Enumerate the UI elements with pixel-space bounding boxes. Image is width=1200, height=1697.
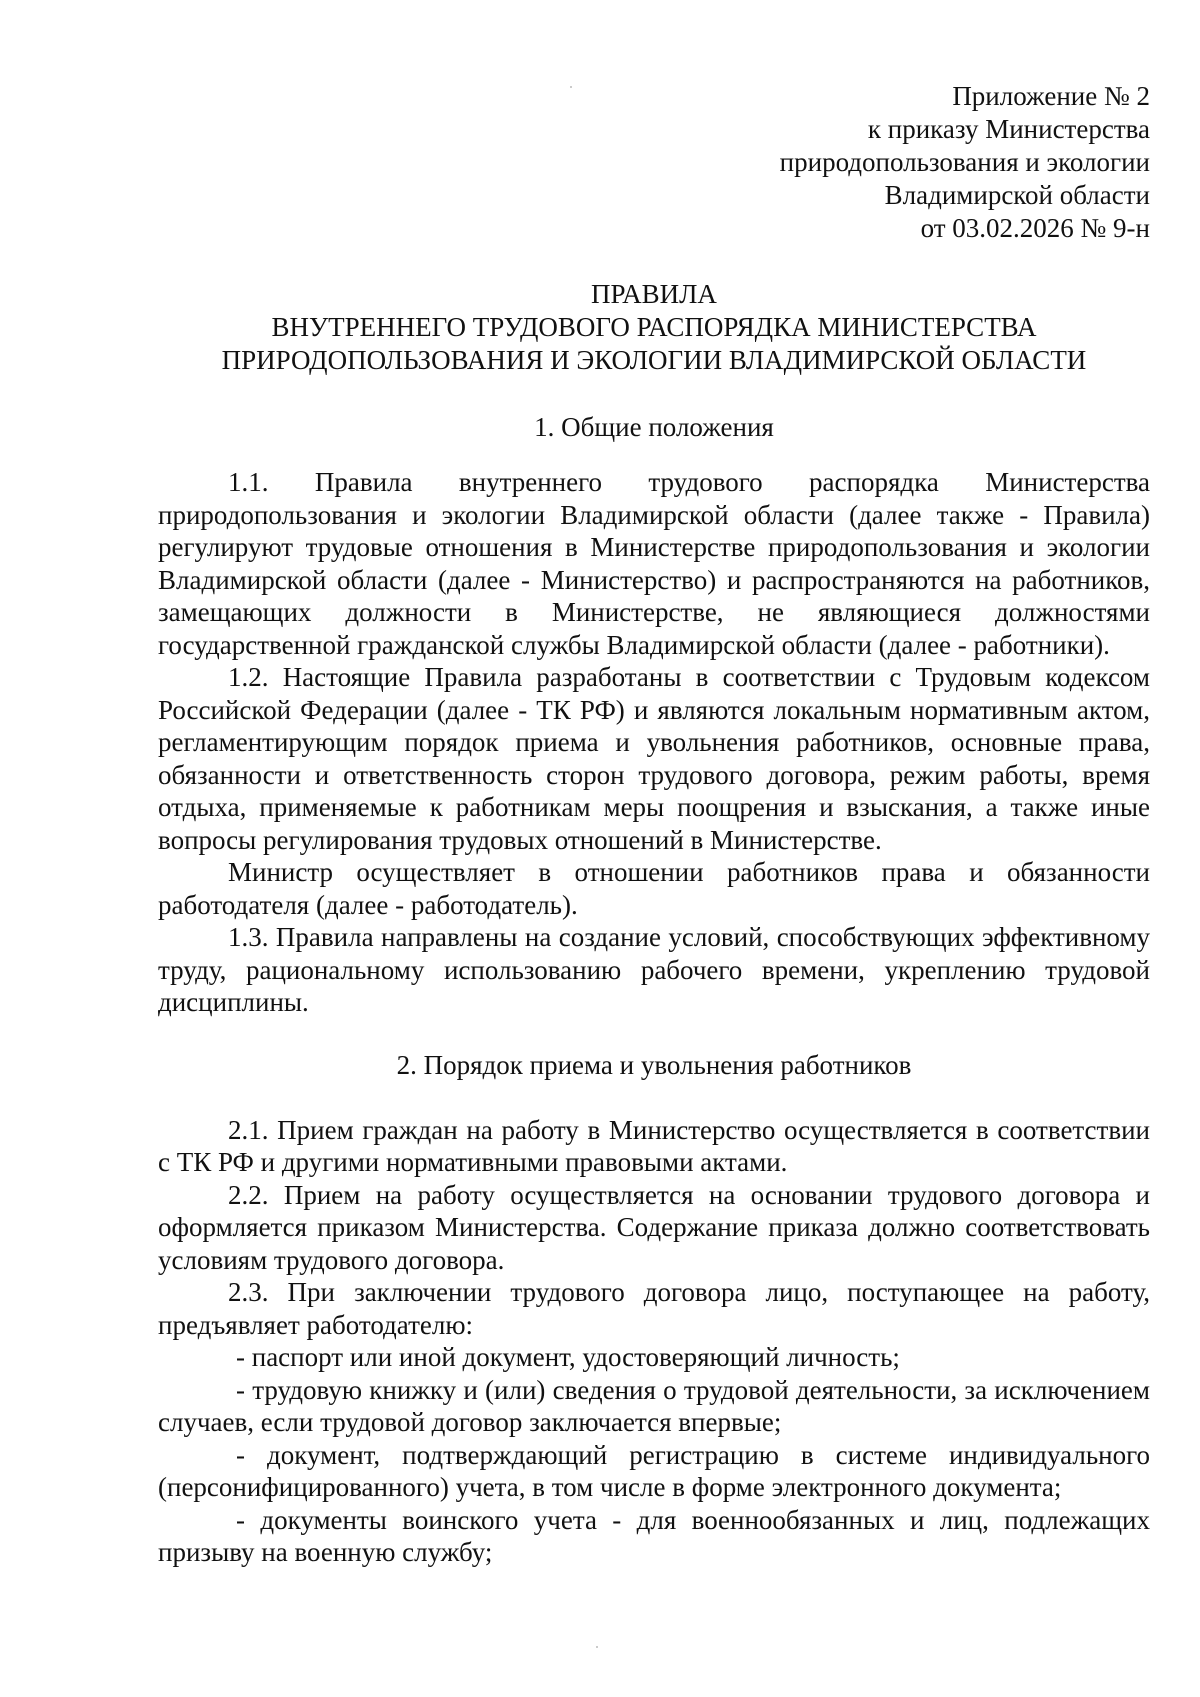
appendix-line-4: Владимирской области — [884, 180, 1150, 210]
paragraph-2-3: 2.3. При заключении трудового договора лицо, поступающее на работу, предъявляет работодателю: — [158, 1277, 1150, 1340]
appendix-block — [158, 80, 1150, 245]
paragraph-2-1: 2.1. Прием граждан на работу в Министерство осуществляется в соответствии с ТК РФ и другими нормативными правовыми актами. — [158, 1114, 1150, 1177]
paragraph-minister: Министр осуществляет в отношении работников права и обязанности работодателя (далее - работодатель). — [158, 857, 1150, 920]
paragraph-2-2: 2.2. Прием на работу осуществляется на основании трудового договора и оформляется приказом Министерства. Содержание приказа должно соответствовать условиям трудового договора. — [158, 1179, 1150, 1275]
document-title — [158, 278, 1150, 377]
appendix-line-3: природопользования и экологии — [779, 147, 1150, 177]
scan-artifact-dot — [596, 1646, 598, 1648]
appendix-line-2: к приказу Министерства — [867, 114, 1150, 144]
document-content — [158, 80, 1150, 1569]
list-item-registration: - документ, подтверждающий регистрацию в системе индивидуального (персонифицированного) учета, в том числе в форме электронного документа; — [158, 1439, 1150, 1502]
list-item-passport: - паспорт или иной документ, удостоверяющий личность; — [236, 1342, 900, 1372]
paragraph-1-1: 1.1. Правила внутреннего трудового распорядка Министерства природопользования и экологии Владимирской области (далее также - Правила) регулируют трудовые отношения в Министерстве природопользования и экологии Владимирской области (далее - Министерство) и распространяются на работников, замещающих должности в Министерстве, не являющиеся должностями государственной гражданской службы Владимирской области (далее - работники). — [158, 467, 1150, 660]
appendix-line-1: Приложение № 2 — [952, 81, 1150, 111]
paragraph-1-2: 1.2. Настоящие Правила разработаны в соответствии с Трудовым кодексом Российской Федерации (далее - ТК РФ) и являются локальным нормативным актом, регламентирующим порядок приема и увольнения работников, основные права, обязанности и ответственность сторон трудового договора, режим работы, время отдыха, применяемые к работникам меры поощрения и взыскания, а также иные вопросы регулирования трудовых отношений в Министерстве. — [158, 662, 1150, 855]
list-item-military: - документы воинского учета - для военнообязанных и лиц, подлежащих призыву на военную службу; — [158, 1504, 1150, 1567]
title-line-2: ВНУТРЕННЕГО ТРУДОВОГО РАСПОРЯДКА МИНИСТЕРСТВА — [271, 312, 1037, 342]
appendix-line-5: от 03.02.2026 № 9-н — [920, 213, 1150, 243]
title-line-1: ПРАВИЛА — [591, 279, 717, 309]
paragraph-1-3: 1.3. Правила направлены на создание условий, способствующих эффективному труду, рациональному использованию рабочего времени, укреплению трудовой дисциплины. — [158, 922, 1150, 1017]
title-line-3: ПРИРОДОПОЛЬЗОВАНИЯ И ЭКОЛОГИИ ВЛАДИМИРСКОЙ ОБЛАСТИ — [221, 345, 1087, 375]
scan-artifact-dot — [570, 86, 572, 88]
section-2-heading: 2. Порядок приема и увольнения работников — [396, 1049, 912, 1080]
list-item-work-book: - трудовую книжку и (или) сведения о трудовой деятельности, за исключением случаев, если трудовой договор заключается впервые; — [158, 1374, 1150, 1437]
section-1-heading: 1. Общие положения — [534, 412, 774, 442]
